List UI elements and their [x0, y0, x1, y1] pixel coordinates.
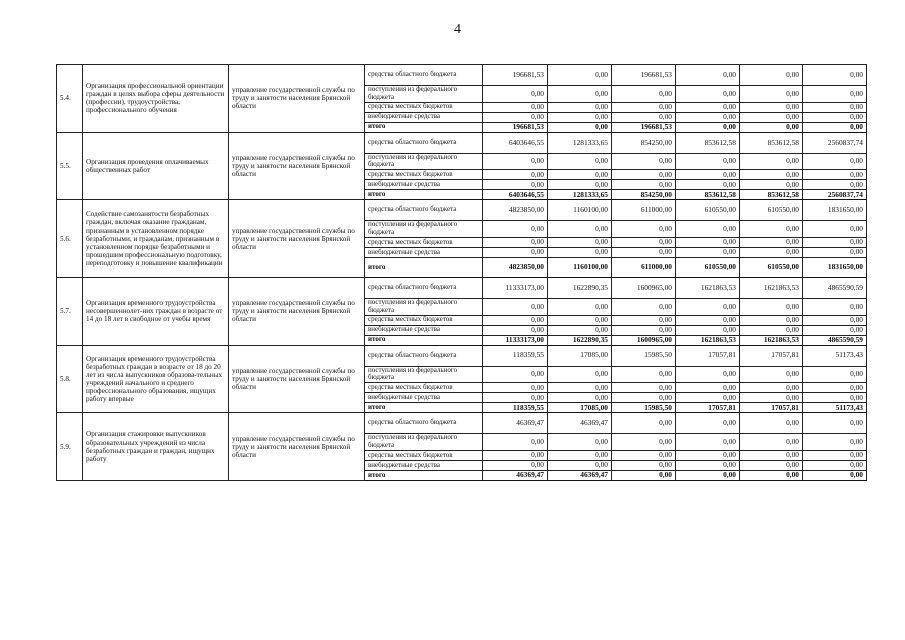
amount-cell: 0,00: [740, 86, 803, 103]
funding-source: средства областного бюджета: [365, 132, 483, 153]
amount-cell: 1621863,53: [676, 335, 740, 345]
amount-cell: 1622890,35: [548, 335, 612, 345]
amount-cell: 0,00: [612, 180, 676, 190]
amount-cell: 0,00: [548, 315, 612, 325]
amount-cell: 0,00: [676, 470, 740, 480]
amount-cell: 0,00: [548, 122, 612, 132]
amount-cell: 196681,53: [612, 65, 676, 86]
item-name: Содействие самозанятости безработных граждан, включая оказание гражданам, признанным в установленном порядке безработными, и гражданам, признанным в установленном порядке безработными и прошедшим профессиональную подготовку, переподготовку и повышение квалификации: [83, 200, 229, 278]
amount-cell: 610550,00: [740, 257, 803, 277]
amount-cell: 0,00: [803, 247, 867, 257]
funding-source: средства местных бюджетов: [365, 383, 483, 393]
amount-cell: 15985,50: [612, 403, 676, 413]
amount-cell: 1281333,65: [548, 190, 612, 200]
amount-cell: 0,00: [612, 315, 676, 325]
funding-source: поступления из федерального бюджета: [365, 298, 483, 315]
amount-cell: 0,00: [483, 102, 548, 112]
amount-cell: 1621863,53: [676, 277, 740, 298]
responsible-organization: управление государственной службы по труду и занятости населения Брянской области: [229, 345, 365, 413]
funding-source: поступления из федерального бюджета: [365, 86, 483, 103]
funding-source: средства местных бюджетов: [365, 170, 483, 180]
amount-cell: 1160100,00: [548, 200, 612, 221]
funding-row: [57, 277, 867, 298]
funding-source: внебюджетные средства: [365, 247, 483, 257]
amount-cell: 6403646,55: [483, 132, 548, 153]
amount-cell: 0,00: [676, 102, 740, 112]
amount-cell: 0,00: [483, 450, 548, 460]
amount-cell: 0,00: [740, 393, 803, 403]
funding-source: внебюджетные средства: [365, 393, 483, 403]
amount-cell: 0,00: [612, 413, 676, 434]
funding-source: итого: [365, 403, 483, 413]
funding-source: итого: [365, 122, 483, 132]
amount-cell: 0,00: [548, 298, 612, 315]
amount-cell: 0,00: [740, 383, 803, 393]
amount-cell: 0,00: [676, 180, 740, 190]
amount-cell: 196681,53: [483, 65, 548, 86]
amount-cell: 0,00: [483, 315, 548, 325]
funding-source: средства местных бюджетов: [365, 450, 483, 460]
amount-cell: 17085,00: [548, 345, 612, 366]
amount-cell: 196681,53: [612, 122, 676, 132]
amount-cell: 0,00: [548, 112, 612, 122]
amount-cell: 0,00: [803, 180, 867, 190]
amount-cell: 0,00: [740, 221, 803, 238]
amount-cell: 0,00: [803, 170, 867, 180]
item-name: Организация профессиональной ориентации граждан в целях выбора сферы деятельности (профессии), трудоустройства, профессионального обучения: [83, 65, 229, 133]
amount-cell: 0,00: [483, 86, 548, 103]
amount-cell: 0,00: [483, 180, 548, 190]
funding-source: внебюджетные средства: [365, 180, 483, 190]
item-number: 5.7.: [57, 277, 83, 345]
amount-cell: 0,00: [803, 86, 867, 103]
amount-cell: 4823850,00: [483, 257, 548, 277]
amount-cell: 0,00: [483, 366, 548, 383]
item-name: Организация стажировки выпускников образовательных учреждений из числа безработных граждан и граждан, ищущих работу: [83, 413, 229, 481]
amount-cell: 1600965,00: [612, 335, 676, 345]
amount-cell: 0,00: [803, 450, 867, 460]
amount-cell: 611000,00: [612, 200, 676, 221]
amount-cell: 853612,58: [740, 190, 803, 200]
item-number: 5.6.: [57, 200, 83, 278]
amount-cell: 0,00: [548, 180, 612, 190]
amount-cell: 0,00: [612, 298, 676, 315]
amount-cell: 0,00: [612, 393, 676, 403]
amount-cell: 0,00: [740, 180, 803, 190]
funding-source: средства областного бюджета: [365, 413, 483, 434]
item-number: 5.5.: [57, 132, 83, 200]
amount-cell: 0,00: [483, 393, 548, 403]
funding-source: итого: [365, 190, 483, 200]
amount-cell: 0,00: [548, 434, 612, 451]
funding-row: [57, 413, 867, 434]
amount-cell: 0,00: [740, 153, 803, 170]
amount-cell: 0,00: [548, 170, 612, 180]
amount-cell: 0,00: [803, 237, 867, 247]
responsible-organization: управление государственной службы по труду и занятости населения Брянской области: [229, 65, 365, 133]
amount-cell: 0,00: [483, 383, 548, 393]
funding-row: [57, 65, 867, 86]
amount-cell: 0,00: [803, 393, 867, 403]
amount-cell: 0,00: [612, 434, 676, 451]
amount-cell: 17085,00: [548, 403, 612, 413]
amount-cell: 0,00: [740, 247, 803, 257]
amount-cell: 1621863,53: [740, 335, 803, 345]
amount-cell: 0,00: [612, 86, 676, 103]
funding-source: внебюджетные средства: [365, 460, 483, 470]
amount-cell: 0,00: [803, 153, 867, 170]
funding-source: средства областного бюджета: [365, 65, 483, 86]
amount-cell: 0,00: [676, 153, 740, 170]
amount-cell: 1600965,00: [612, 277, 676, 298]
amount-cell: 0,00: [676, 434, 740, 451]
amount-cell: 17057,81: [676, 403, 740, 413]
amount-cell: 853612,58: [676, 190, 740, 200]
amount-cell: 0,00: [612, 170, 676, 180]
amount-cell: 46369,47: [548, 413, 612, 434]
amount-cell: 0,00: [612, 112, 676, 122]
funding-source: средства местных бюджетов: [365, 315, 483, 325]
funding-source: внебюджетные средства: [365, 112, 483, 122]
amount-cell: 854250,00: [612, 132, 676, 153]
amount-cell: 0,00: [676, 393, 740, 403]
amount-cell: 17057,81: [676, 345, 740, 366]
amount-cell: 854250,00: [612, 190, 676, 200]
amount-cell: 0,00: [740, 102, 803, 112]
amount-cell: 0,00: [612, 325, 676, 335]
amount-cell: 0,00: [740, 112, 803, 122]
item-number: 5.4.: [57, 65, 83, 133]
amount-cell: 0,00: [548, 450, 612, 460]
amount-cell: 1621863,53: [740, 277, 803, 298]
amount-cell: 118359,55: [483, 345, 548, 366]
item-number: 5.8.: [57, 345, 83, 413]
responsible-organization: управление государственной службы по труду и занятости населения Брянской области: [229, 413, 365, 481]
amount-cell: 17057,81: [740, 403, 803, 413]
funding-source: поступления из федерального бюджета: [365, 153, 483, 170]
amount-cell: 46369,47: [483, 413, 548, 434]
amount-cell: 0,00: [740, 460, 803, 470]
amount-cell: 0,00: [676, 413, 740, 434]
amount-cell: 0,00: [676, 221, 740, 238]
amount-cell: 46369,47: [548, 470, 612, 480]
amount-cell: 0,00: [676, 247, 740, 257]
amount-cell: 0,00: [803, 122, 867, 132]
amount-cell: 11333173,00: [483, 277, 548, 298]
funding-source: средства областного бюджета: [365, 200, 483, 221]
funding-source: поступления из федерального бюджета: [365, 221, 483, 238]
amount-cell: 0,00: [548, 366, 612, 383]
responsible-organization: управление государственной службы по труду и занятости населения Брянской области: [229, 277, 365, 345]
amount-cell: 0,00: [740, 413, 803, 434]
amount-cell: 0,00: [740, 315, 803, 325]
amount-cell: 0,00: [483, 221, 548, 238]
amount-cell: 0,00: [676, 122, 740, 132]
amount-cell: 0,00: [548, 325, 612, 335]
amount-cell: 0,00: [740, 237, 803, 247]
amount-cell: 0,00: [803, 102, 867, 112]
amount-cell: 0,00: [676, 325, 740, 335]
amount-cell: 610550,00: [676, 200, 740, 221]
amount-cell: 11333173,00: [483, 335, 548, 345]
amount-cell: 0,00: [483, 153, 548, 170]
amount-cell: 0,00: [612, 221, 676, 238]
amount-cell: 0,00: [740, 122, 803, 132]
amount-cell: 0,00: [548, 153, 612, 170]
amount-cell: 0,00: [483, 325, 548, 335]
amount-cell: 0,00: [676, 366, 740, 383]
amount-cell: 0,00: [803, 315, 867, 325]
funding-row: [57, 200, 867, 221]
amount-cell: 0,00: [803, 470, 867, 480]
item-number: 5.9.: [57, 413, 83, 481]
amount-cell: 0,00: [548, 383, 612, 393]
amount-cell: 46369,47: [483, 470, 548, 480]
amount-cell: 0,00: [483, 247, 548, 257]
amount-cell: 0,00: [612, 450, 676, 460]
amount-cell: 0,00: [483, 170, 548, 180]
amount-cell: 611000,00: [612, 257, 676, 277]
amount-cell: 51173,43: [803, 345, 867, 366]
amount-cell: 610550,00: [740, 200, 803, 221]
amount-cell: 118359,55: [483, 403, 548, 413]
funding-row: [57, 132, 867, 153]
amount-cell: 0,00: [676, 460, 740, 470]
amount-cell: 0,00: [803, 325, 867, 335]
funding-source: поступления из федерального бюджета: [365, 366, 483, 383]
amount-cell: 0,00: [548, 102, 612, 112]
amount-cell: 0,00: [676, 315, 740, 325]
amount-cell: 0,00: [803, 298, 867, 315]
responsible-organization: управление государственной службы по труду и занятости населения Брянской области: [229, 200, 365, 278]
amount-cell: 0,00: [612, 237, 676, 247]
amount-cell: 0,00: [612, 366, 676, 383]
amount-cell: 0,00: [803, 383, 867, 393]
amount-cell: 17057,81: [740, 345, 803, 366]
amount-cell: 0,00: [548, 247, 612, 257]
amount-cell: 0,00: [676, 112, 740, 122]
amount-cell: 0,00: [483, 434, 548, 451]
amount-cell: 0,00: [483, 298, 548, 315]
amount-cell: 6403646,55: [483, 190, 548, 200]
amount-cell: 610550,00: [676, 257, 740, 277]
amount-cell: 0,00: [803, 366, 867, 383]
amount-cell: 15985,50: [612, 345, 676, 366]
amount-cell: 0,00: [740, 470, 803, 480]
amount-cell: 0,00: [803, 434, 867, 451]
amount-cell: 51173,43: [803, 403, 867, 413]
amount-cell: 0,00: [548, 86, 612, 103]
amount-cell: 4865590,59: [803, 277, 867, 298]
amount-cell: 0,00: [740, 170, 803, 180]
amount-cell: 0,00: [612, 102, 676, 112]
funding-source: итого: [365, 470, 483, 480]
amount-cell: 0,00: [676, 383, 740, 393]
amount-cell: 0,00: [483, 460, 548, 470]
amount-cell: 0,00: [548, 460, 612, 470]
amount-cell: 1831650,00: [803, 257, 867, 277]
amount-cell: 0,00: [803, 413, 867, 434]
amount-cell: 1160100,00: [548, 257, 612, 277]
funding-source: средства местных бюджетов: [365, 102, 483, 112]
budget-table: [56, 64, 867, 481]
amount-cell: 0,00: [676, 86, 740, 103]
amount-cell: 4823850,00: [483, 200, 548, 221]
amount-cell: 1281333,65: [548, 132, 612, 153]
amount-cell: 0,00: [483, 237, 548, 247]
amount-cell: 0,00: [740, 450, 803, 460]
amount-cell: 0,00: [803, 112, 867, 122]
amount-cell: 0,00: [612, 470, 676, 480]
amount-cell: 0,00: [740, 298, 803, 315]
amount-cell: 196681,53: [483, 122, 548, 132]
funding-source: итого: [365, 257, 483, 277]
amount-cell: 0,00: [803, 65, 867, 86]
amount-cell: 4865590,59: [803, 335, 867, 345]
amount-cell: 0,00: [740, 434, 803, 451]
amount-cell: 2560837,74: [803, 132, 867, 153]
amount-cell: 853612,58: [676, 132, 740, 153]
amount-cell: 0,00: [676, 298, 740, 315]
amount-cell: 0,00: [548, 393, 612, 403]
responsible-organization: управление государственной службы по труду и занятости населения Брянской области: [229, 132, 365, 200]
funding-row: [57, 345, 867, 366]
amount-cell: 0,00: [676, 65, 740, 86]
amount-cell: 0,00: [740, 65, 803, 86]
amount-cell: 0,00: [803, 221, 867, 238]
amount-cell: 0,00: [803, 460, 867, 470]
amount-cell: 0,00: [612, 247, 676, 257]
funding-source: поступления из федерального бюджета: [365, 434, 483, 451]
amount-cell: 853612,58: [740, 132, 803, 153]
amount-cell: 0,00: [483, 112, 548, 122]
amount-cell: 0,00: [612, 383, 676, 393]
amount-cell: 2560837,74: [803, 190, 867, 200]
amount-cell: 0,00: [548, 65, 612, 86]
amount-cell: 0,00: [676, 170, 740, 180]
amount-cell: 0,00: [740, 366, 803, 383]
funding-source: средства местных бюджетов: [365, 237, 483, 247]
funding-source: внебюджетные средства: [365, 325, 483, 335]
item-name: Организация проведения оплачиваемых общественных работ: [83, 132, 229, 200]
item-name: Организация временного трудоустройства несовершеннолет-них граждан в возрасте от 14 до 18 лет в свободное от учебы время: [83, 277, 229, 345]
page-number: 4: [454, 22, 461, 37]
amount-cell: 0,00: [612, 153, 676, 170]
amount-cell: 0,00: [612, 460, 676, 470]
funding-source: средства областного бюджета: [365, 277, 483, 298]
amount-cell: 1831650,00: [803, 200, 867, 221]
funding-source: итого: [365, 335, 483, 345]
item-name: Организация временного трудоустройства безработных граждан в возрасте от 18 до 20 лет из числа выпускников образова-тельных учреждений начального и среднего профессионального образования, ищущих работу впервые: [83, 345, 229, 413]
amount-cell: 0,00: [676, 237, 740, 247]
funding-source: средства областного бюджета: [365, 345, 483, 366]
amount-cell: 0,00: [740, 325, 803, 335]
amount-cell: 0,00: [676, 450, 740, 460]
amount-cell: 0,00: [548, 237, 612, 247]
amount-cell: 1622890,35: [548, 277, 612, 298]
amount-cell: 0,00: [548, 221, 612, 238]
